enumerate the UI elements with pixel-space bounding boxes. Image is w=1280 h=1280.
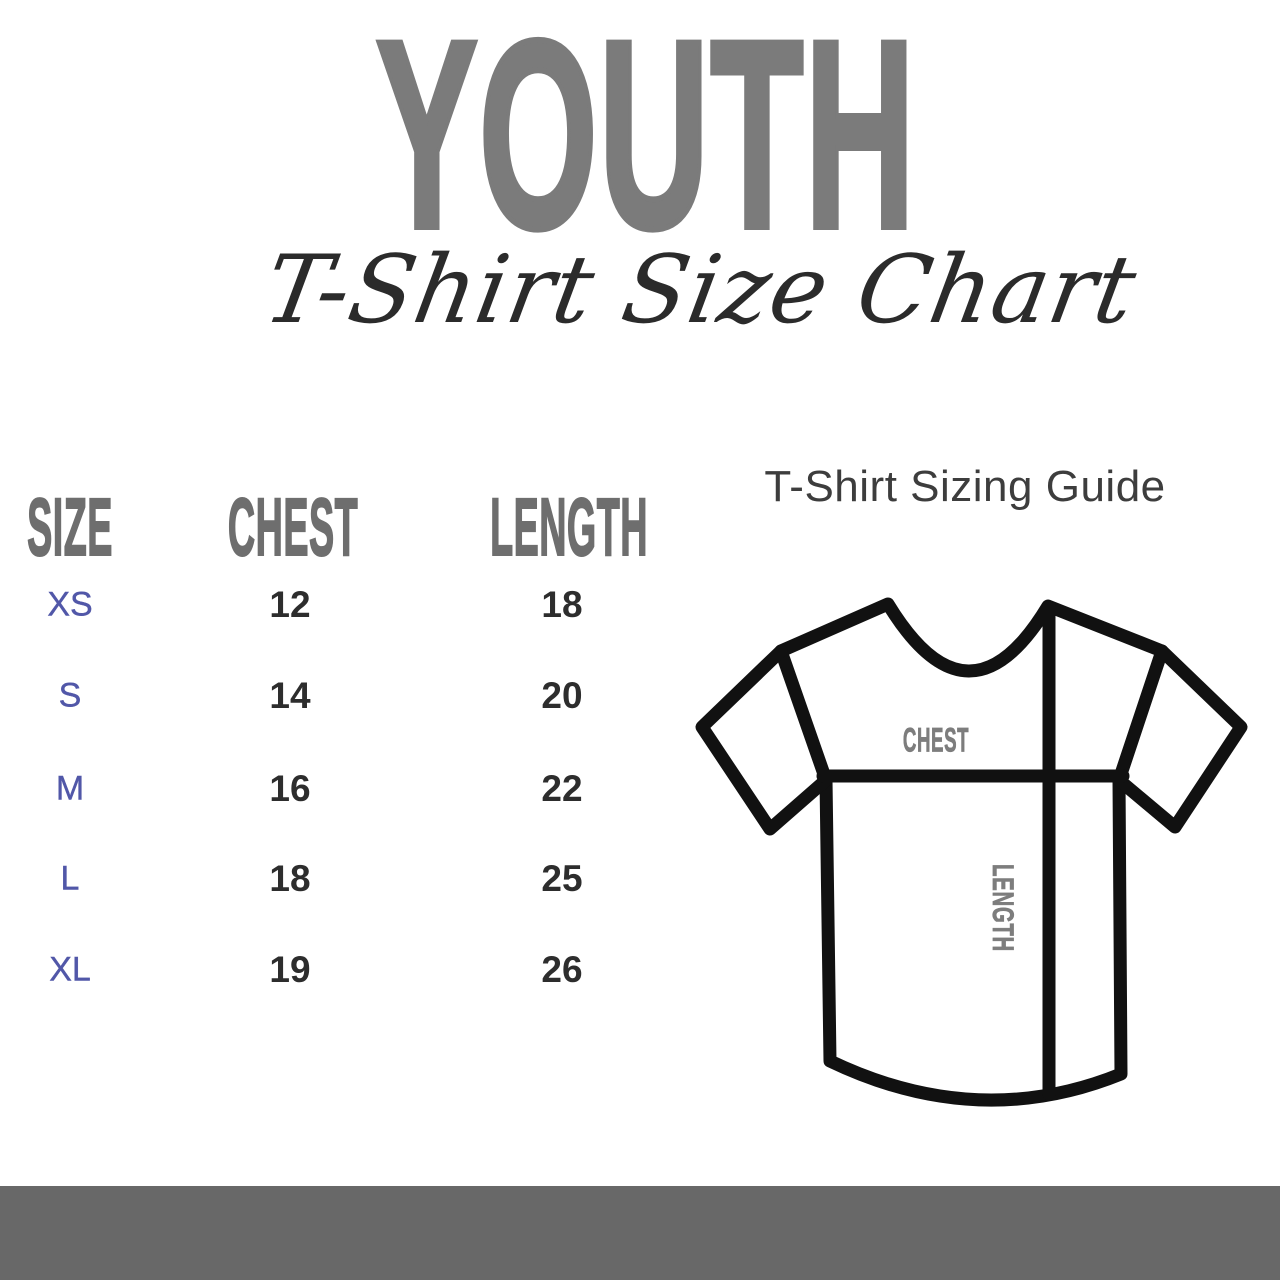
length-value: 22 (541, 768, 583, 809)
chest-value: 16 (269, 768, 311, 809)
chest-value: 14 (269, 675, 311, 716)
column-header-chest: CHEST (227, 482, 359, 573)
size-value: XS (47, 585, 93, 624)
size-value: L (60, 859, 80, 898)
chest-value: 19 (269, 949, 311, 990)
column-header-length: LENGTH (490, 482, 648, 573)
length-value: 18 (541, 584, 583, 625)
footer-bar (0, 1186, 1280, 1280)
length-value: 25 (541, 858, 583, 899)
length-measure-label: LENGTH (986, 864, 1019, 952)
tshirt-body-outline (781, 604, 1162, 1100)
page-title-text: YOUTH (375, 0, 917, 284)
size-value: M (55, 769, 85, 808)
page-subtitle (60, 236, 1280, 345)
length-value: 20 (541, 675, 583, 716)
size-value: S (58, 676, 82, 715)
size-value: XL (49, 950, 91, 989)
page-subtitle-text: T-Shirt Size Chart (256, 236, 1145, 345)
column-header-size: SIZE (27, 482, 113, 573)
sizing-guide-title: T-Shirt Sizing Guide (764, 462, 1166, 511)
sizing-guide-panel (690, 440, 1250, 1120)
length-value: 26 (541, 949, 583, 990)
chest-measure-label: CHEST (902, 721, 970, 760)
tshirt-outline-illustration (688, 592, 1248, 1112)
chest-value: 12 (269, 584, 311, 625)
chest-value: 18 (269, 858, 311, 899)
page-title (6, 0, 1280, 284)
